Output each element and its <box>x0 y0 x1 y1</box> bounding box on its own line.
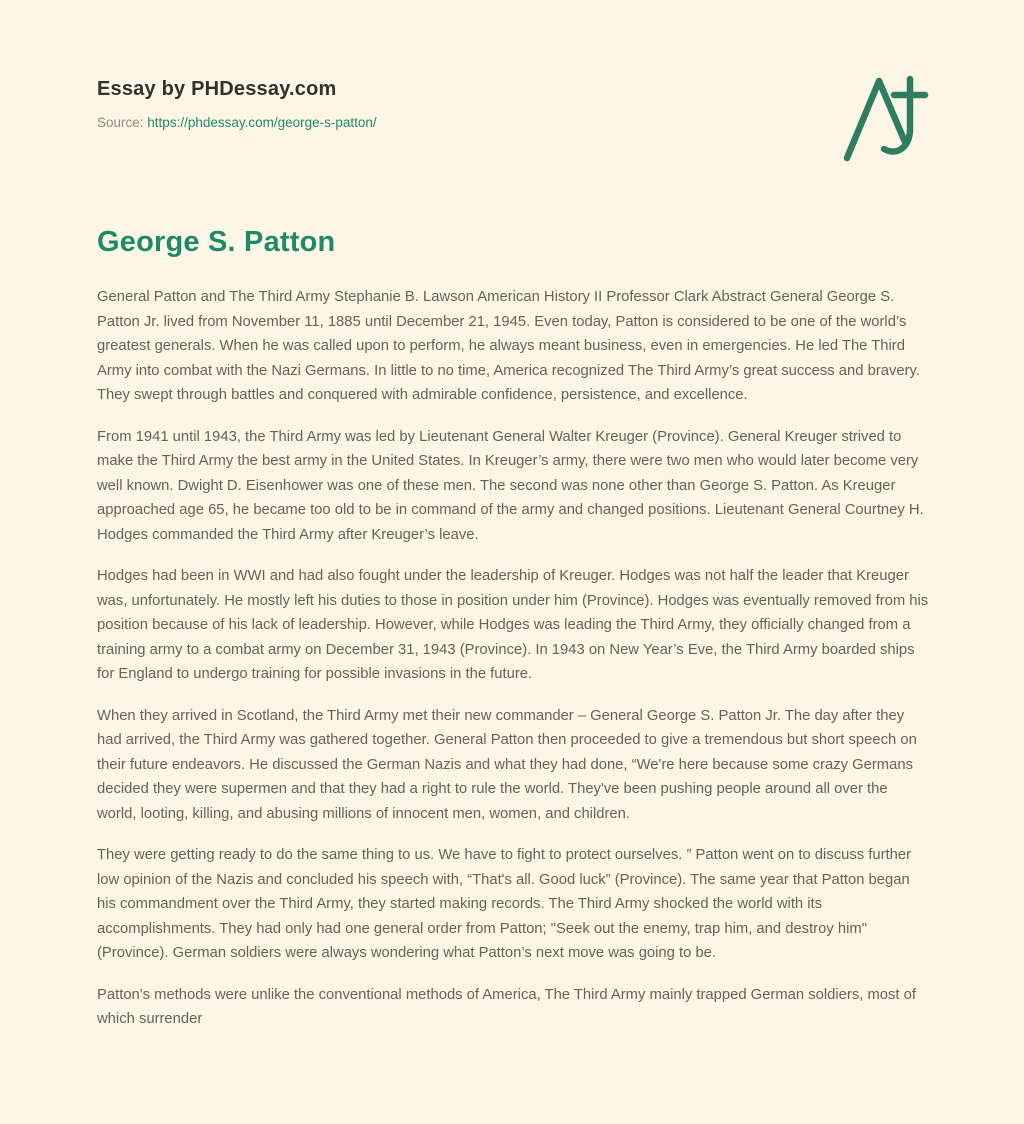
essay-paragraph: General Patton and The Third Army Stephanie B. Lawson American History II Professor Clark Abstract General George S. Patton Jr. lived from November 11, 1885 until December 21, 1945. Even today, Patton is considered to be one of the world’s greatest generals. When he was called upon to perform, he always meant business, even in emergencies. He led The Third Army into combat with the Nazi Germans. In little to no time, America recognized The Third Army’s great success and bravery. They swept through battles and conquered with admirable confidence, persistence, and excellence. <box>97 289 920 403</box>
essay-paragraph: From 1941 until 1943, the Third Army was led by Lieutenant General Walter Kreuger (Province). General Kreuger strived to make the Third Army the best army in the United States. In Kreuger’s army, there were two men who would later become very well known. Dwight D. Eisenhower was one of these men. The second was none other than George S. Patton. As Kreuger approached age 65, he became too old to be in command of the army and changed positions. Lieutenant General Courtney H. Hodges commanded the Third Army after Kreuger’s leave. <box>97 428 924 543</box>
essay-paragraph: When they arrived in Scotland, the Third Army met their new commander – General George S. Patton Jr. The day after they had arrived, the Third Army was gathered together. General Patton then proceeded to give a tremendous but short speech on their future endeavors. He discussed the German Nazis and what they had done, “We're here because some crazy Germans decided they were supermen and that they had a right to rule the world. They've been pushing people around all over the world, looting, killing, and abusing millions of innocent men, women, and children. <box>97 707 917 822</box>
essay-paragraph: They were getting ready to do the same thing to us. We have to fight to protect ourselves. ” Patton went on to discuss further low opinion of the Nazis and concluded his speech with, “That's all. Good luck” (Province). The same year that Patton began his commandment over the Third Army, they started making records. The Third Army shocked the world with its accomplishments. They had only had one general order from Patton; "Seek out the enemy, trap him, and destroy him"(Province). German soldiers were always wondering what Patton’s next move was going to be. <box>97 847 911 961</box>
essay-title: George S. Patton <box>97 226 336 258</box>
source-url-link[interactable]: https://phdessay.com/george-s-patton/ <box>147 115 377 130</box>
site-header-title: Essay by PHDessay.com <box>97 78 337 100</box>
essay-content <box>97 78 930 1049</box>
essay-paragraph: Patton's methods were unlike the conventional methods of America, The Third Army mainly trapped German soldiers, most of which surrender <box>97 986 916 1027</box>
source-label: Source: <box>97 115 144 130</box>
essay-paragraph: Hodges had been in WWI and had also fought under the leadership of Kreuger. Hodges was not half the leader that Kreuger was, unfortunately. He mostly left his duties to those in position under him (Province). Hodges was eventually removed from his position because of his lack of leadership. However, while Hodges was leading the Third Army, they officially changed from a training army to a combat army on December 31, 1943 (Province). In 1943 on New Year’s Eve, the Third Army boarded ships for England to undergo training for possible invasions in the future. <box>97 568 929 682</box>
essay-body <box>97 285 930 1032</box>
source-line <box>97 115 930 130</box>
